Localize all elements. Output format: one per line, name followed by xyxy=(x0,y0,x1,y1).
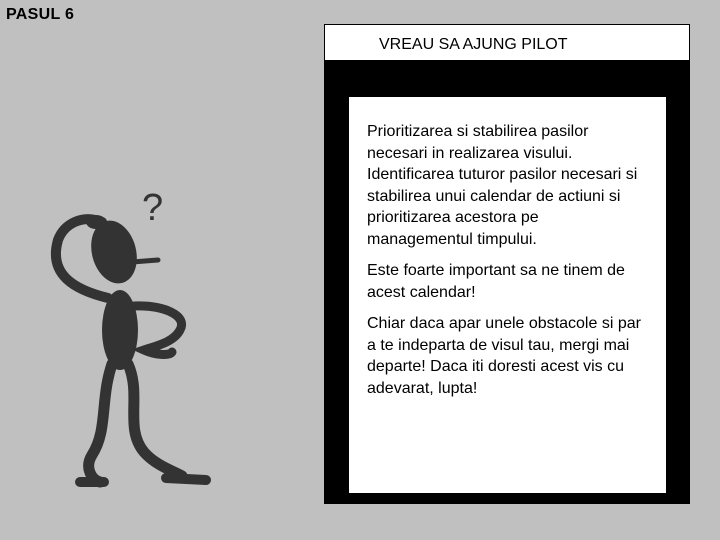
panel-title: VREAU SA AJUNG PILOT xyxy=(379,36,568,53)
step-title: PASUL 6 xyxy=(6,6,75,23)
panel-text-box xyxy=(349,97,666,493)
question-mark: ? xyxy=(142,187,164,229)
paragraph-steps: Prioritizarea si stabilirea pasilor necesari in realizarea visului. Identificarea tuturor pasilor necesari si stabilirea unui calendar de actiuni si prioritizarea acestora pe managementul timpului. xyxy=(367,123,638,248)
panel-header xyxy=(325,25,689,61)
info-panel xyxy=(324,24,690,504)
thinking-stick-figure-icon xyxy=(20,180,220,500)
paragraph-calendar: Este foarte important sa ne tinem de acest calendar! xyxy=(367,262,625,301)
paragraph-obstacles: Chiar daca apar unele obstacole si par a te indeparta de visul tau, mergi mai departe! Daca iti doresti acest vis cu adevarat, lupta! xyxy=(367,315,641,397)
